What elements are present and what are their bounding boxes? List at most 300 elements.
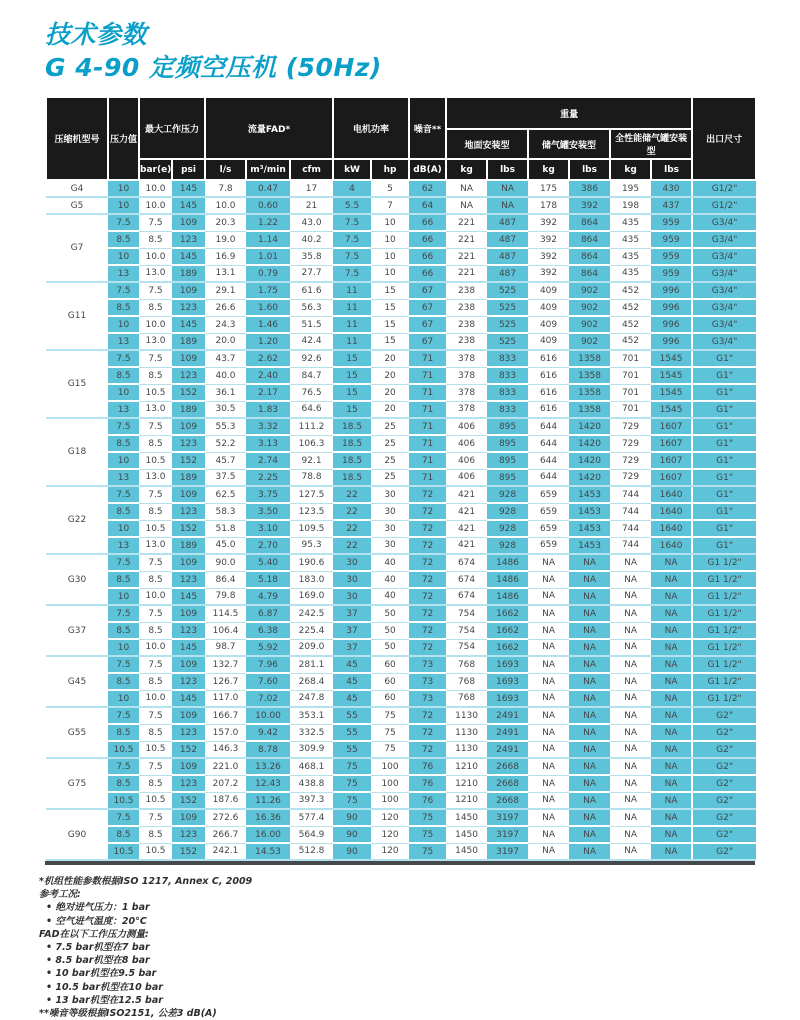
spec-cell: 20 (371, 367, 409, 384)
footnote-noise: **噪音等级根据ISO2151, 公差3 dB(A) (39, 1008, 217, 1020)
spec-cell: 132.7 (205, 656, 246, 673)
spec-cell: 76 (409, 775, 446, 792)
spec-cell: 1545 (651, 350, 692, 367)
table-row (46, 401, 756, 418)
spec-cell: 10 (108, 520, 139, 537)
footnote-inlet-pressure: • 绝对进气压力：1 bar (46, 902, 150, 914)
spec-cell: 430 (651, 180, 692, 197)
spec-cell: 1420 (569, 452, 610, 469)
spec-cell: 72 (409, 707, 446, 724)
spec-cell: NA (569, 741, 610, 758)
table-row (46, 758, 756, 775)
spec-cell: 189 (172, 537, 205, 554)
spec-cell: 72 (409, 724, 446, 741)
header-weight-tank-mounted: 储气罐安装型 (528, 129, 610, 159)
spec-cell: 7.5 (139, 809, 172, 826)
spec-cell: 58.3 (205, 503, 246, 520)
spec-cell: 895 (487, 452, 528, 469)
spec-cell: 123 (172, 775, 205, 792)
spec-cell: 701 (610, 350, 651, 367)
table-body (46, 180, 756, 860)
spec-cell: 1486 (487, 554, 528, 571)
spec-cell: 14.53 (246, 843, 290, 860)
spec-cell: 378 (446, 367, 487, 384)
model-cell: G37 (46, 605, 108, 656)
spec-cell: G1" (692, 537, 756, 554)
spec-cell: 242.1 (205, 843, 246, 860)
spec-cell: 12.43 (246, 775, 290, 792)
spec-cell: NA (528, 656, 569, 673)
spec-cell: G3/4" (692, 299, 756, 316)
spec-cell: 189 (172, 333, 205, 350)
spec-cell: 183.0 (290, 571, 333, 588)
spec-cell: 833 (487, 367, 528, 384)
spec-cell: 902 (569, 282, 610, 299)
spec-cell: 86.4 (205, 571, 246, 588)
spec-cell: G2" (692, 741, 756, 758)
table-row (46, 418, 756, 435)
spec-cell: 123 (172, 673, 205, 690)
spec-cell: 75 (371, 724, 409, 741)
spec-cell: 10.5 (108, 741, 139, 758)
unit-lbs-floor: lbs (487, 159, 528, 180)
spec-cell: NA (528, 809, 569, 826)
spec-cell: 187.6 (205, 792, 246, 809)
spec-cell: 8.5 (108, 503, 139, 520)
spec-cell: 309.9 (290, 741, 333, 758)
footnote-10-5bar: • 10.5 bar机型在10 bar (46, 981, 163, 993)
spec-cell: 435 (610, 214, 651, 231)
spec-cell: 7.5 (333, 248, 371, 265)
spec-cell: 564.9 (290, 826, 333, 843)
spec-cell: 45 (333, 673, 371, 690)
spec-cell: NA (528, 690, 569, 707)
spec-cell: 1453 (569, 520, 610, 537)
spec-cell: 729 (610, 418, 651, 435)
spec-cell: 109 (172, 656, 205, 673)
spec-cell: 35.8 (290, 248, 333, 265)
spec-cell: 20 (371, 350, 409, 367)
header-model: 压缩机型号 (46, 97, 108, 180)
spec-cell: 959 (651, 231, 692, 248)
spec-cell: 126.7 (205, 673, 246, 690)
spec-cell: 75 (409, 826, 446, 843)
spec-cell: 71 (409, 401, 446, 418)
spec-cell: 7.5 (139, 554, 172, 571)
spec-cell: 72 (409, 520, 446, 537)
spec-cell: 272.6 (205, 809, 246, 826)
spec-cell: 729 (610, 452, 651, 469)
spec-cell: NA (610, 588, 651, 605)
spec-cell: 109 (172, 809, 205, 826)
spec-cell: NA (569, 622, 610, 639)
spec-cell: 11.26 (246, 792, 290, 809)
spec-cell: 487 (487, 231, 528, 248)
spec-cell: NA (610, 758, 651, 775)
model-cell: G22 (46, 486, 108, 554)
spec-cell: 3.50 (246, 503, 290, 520)
spec-cell: 833 (487, 401, 528, 418)
spec-cell: 29.1 (205, 282, 246, 299)
spec-cell: NA (569, 673, 610, 690)
spec-cell: 72 (409, 503, 446, 520)
spec-cell: 406 (446, 452, 487, 469)
table-row (46, 452, 756, 469)
spec-cell: NA (528, 605, 569, 622)
spec-cell: 40.2 (290, 231, 333, 248)
spec-cell: 36.1 (205, 384, 246, 401)
spec-cell: 2.74 (246, 452, 290, 469)
spec-cell: 386 (569, 180, 610, 197)
spec-cell: 1545 (651, 401, 692, 418)
spec-cell: 8.5 (139, 367, 172, 384)
spec-cell: 1453 (569, 537, 610, 554)
spec-cell: 109 (172, 758, 205, 775)
spec-cell: 928 (487, 486, 528, 503)
spec-cell: 15 (371, 333, 409, 350)
model-cell: G90 (46, 809, 108, 860)
spec-cell: 72 (409, 554, 446, 571)
spec-cell: 145 (172, 248, 205, 265)
spec-cell: 435 (610, 231, 651, 248)
spec-cell: 71 (409, 367, 446, 384)
spec-cell: 64.6 (290, 401, 333, 418)
spec-cell: 56.3 (290, 299, 333, 316)
spec-cell: NA (487, 197, 528, 214)
spec-cell: 72 (409, 571, 446, 588)
spec-cell: 8.5 (108, 571, 139, 588)
footnote-ref-conditions: 参考工况: (39, 889, 81, 901)
spec-cell: 5 (371, 180, 409, 197)
spec-cell: 768 (446, 673, 487, 690)
spec-cell: 10.5 (139, 843, 172, 860)
spec-cell: NA (569, 690, 610, 707)
spec-cell: 1607 (651, 418, 692, 435)
spec-cell: 7.5 (139, 707, 172, 724)
spec-cell: 7.96 (246, 656, 290, 673)
spec-cell: 238 (446, 316, 487, 333)
spec-cell: NA (651, 588, 692, 605)
page-title (45, 18, 755, 84)
spec-cell: 1420 (569, 469, 610, 486)
spec-cell: 30 (333, 554, 371, 571)
spec-cell: NA (651, 690, 692, 707)
header-fad: 流量FAD* (205, 97, 333, 159)
table-row (46, 724, 756, 741)
table-row (46, 537, 756, 554)
spec-cell: 109 (172, 554, 205, 571)
spec-cell: 8.5 (139, 435, 172, 452)
spec-cell: 659 (528, 503, 569, 520)
spec-cell: NA (528, 639, 569, 656)
spec-cell: NA (487, 180, 528, 197)
spec-cell: 0.79 (246, 265, 290, 282)
spec-cell: 2491 (487, 707, 528, 724)
spec-cell: 392 (528, 214, 569, 231)
spec-cell: 75 (371, 741, 409, 758)
spec-cell: NA (651, 758, 692, 775)
spec-cell: 1545 (651, 384, 692, 401)
spec-cell: 1210 (446, 792, 487, 809)
spec-cell: 7.5 (139, 214, 172, 231)
spec-cell: NA (651, 707, 692, 724)
spec-cell: 71 (409, 435, 446, 452)
spec-cell: 902 (569, 333, 610, 350)
spec-cell: G1" (692, 469, 756, 486)
spec-cell: NA (569, 554, 610, 571)
spec-cell: 833 (487, 384, 528, 401)
spec-cell: 996 (651, 333, 692, 350)
spec-cell: 7 (371, 197, 409, 214)
spec-cell: NA (610, 639, 651, 656)
spec-cell: 64 (409, 197, 446, 214)
spec-cell: 75 (409, 843, 446, 860)
spec-cell: 6.87 (246, 605, 290, 622)
spec-cell: 72 (409, 622, 446, 639)
header-weight-floor-mounted: 地面安装型 (446, 129, 528, 159)
spec-cell: 79.8 (205, 588, 246, 605)
spec-cell: 644 (528, 435, 569, 452)
table-row (46, 486, 756, 503)
unit-psi: psi (172, 159, 205, 180)
spec-cell: 37 (333, 605, 371, 622)
spec-cell: 10 (108, 197, 139, 214)
spec-cell: 51.8 (205, 520, 246, 537)
spec-cell: G3/4" (692, 333, 756, 350)
spec-cell: 378 (446, 350, 487, 367)
spec-cell: NA (528, 571, 569, 588)
spec-cell: 13 (108, 469, 139, 486)
spec-cell: 30 (333, 588, 371, 605)
spec-cell: 24.3 (205, 316, 246, 333)
table-row (46, 231, 756, 248)
spec-cell: 674 (446, 554, 487, 571)
spec-cell: 1450 (446, 809, 487, 826)
spec-cell: G1 1/2" (692, 571, 756, 588)
spec-cell: 75 (333, 792, 371, 809)
spec-cell: NA (610, 775, 651, 792)
spec-cell: 8.5 (139, 622, 172, 639)
spec-cell: 959 (651, 248, 692, 265)
spec-cell: 1210 (446, 758, 487, 775)
spec-cell: 90 (333, 826, 371, 843)
spec-cell: 45 (333, 656, 371, 673)
spec-cell: 452 (610, 282, 651, 299)
spec-cell: G2" (692, 792, 756, 809)
table-row (46, 435, 756, 452)
table-row (46, 656, 756, 673)
spec-cell: 225.4 (290, 622, 333, 639)
model-cell: G45 (46, 656, 108, 707)
spec-cell: 0.47 (246, 180, 290, 197)
spec-cell: 895 (487, 435, 528, 452)
spec-cell: 109 (172, 707, 205, 724)
spec-cell: 701 (610, 401, 651, 418)
spec-cell: 864 (569, 265, 610, 282)
spec-cell: G3/4" (692, 214, 756, 231)
spec-cell: 13.0 (139, 401, 172, 418)
spec-cell: 8.5 (139, 299, 172, 316)
spec-cell: 152 (172, 741, 205, 758)
spec-cell: 487 (487, 214, 528, 231)
table-row (46, 265, 756, 282)
spec-cell: 10.0 (205, 197, 246, 214)
spec-cell: 60 (371, 673, 409, 690)
footnotes (39, 875, 755, 1020)
spec-cell: 7.5 (139, 418, 172, 435)
table-row (46, 554, 756, 571)
spec-cell: 98.7 (205, 639, 246, 656)
spec-cell: 195 (610, 180, 651, 197)
header-noise: 噪音** (409, 97, 446, 159)
spec-cell: 1640 (651, 520, 692, 537)
spec-cell: 5.5 (333, 197, 371, 214)
spec-cell: 833 (487, 350, 528, 367)
spec-cell: 1.75 (246, 282, 290, 299)
model-cell: G4 (46, 180, 108, 197)
spec-cell: 152 (172, 843, 205, 860)
spec-cell: 27.7 (290, 265, 333, 282)
spec-cell: 10 (108, 384, 139, 401)
spec-cell: G1" (692, 401, 756, 418)
table-row (46, 214, 756, 231)
spec-cell: 146.3 (205, 741, 246, 758)
spec-cell: 1693 (487, 690, 528, 707)
spec-cell: 8.5 (139, 775, 172, 792)
spec-cell: 452 (610, 333, 651, 350)
spec-cell: G2" (692, 724, 756, 741)
table-row (46, 469, 756, 486)
spec-cell: 616 (528, 350, 569, 367)
spec-cell: 67 (409, 333, 446, 350)
spec-cell: 2491 (487, 741, 528, 758)
spec-cell: 3197 (487, 843, 528, 860)
spec-cell: 7.5 (108, 214, 139, 231)
spec-cell: 8.5 (139, 571, 172, 588)
spec-cell: 20 (371, 401, 409, 418)
spec-cell: 2.70 (246, 537, 290, 554)
spec-cell: 1693 (487, 673, 528, 690)
spec-cell: 21 (290, 197, 333, 214)
spec-cell: G1 1/2" (692, 639, 756, 656)
spec-cell: G1/2" (692, 180, 756, 197)
spec-cell: 701 (610, 384, 651, 401)
header-outlet-size: 出口尺寸 (692, 97, 756, 180)
spec-cell: 10 (371, 265, 409, 282)
spec-cell: 1662 (487, 622, 528, 639)
spec-cell: 1640 (651, 503, 692, 520)
spec-cell: NA (610, 826, 651, 843)
spec-cell: 1.60 (246, 299, 290, 316)
spec-cell: 1358 (569, 401, 610, 418)
spec-cell: 55 (333, 707, 371, 724)
spec-cell: 109 (172, 486, 205, 503)
spec-cell: 729 (610, 435, 651, 452)
spec-cell: 7.5 (108, 605, 139, 622)
spec-cell: G1 1/2" (692, 588, 756, 605)
model-cell: G11 (46, 282, 108, 350)
spec-cell: NA (569, 758, 610, 775)
spec-cell: 71 (409, 350, 446, 367)
spec-cell: NA (446, 180, 487, 197)
spec-cell: 2668 (487, 758, 528, 775)
spec-cell: 512.8 (290, 843, 333, 860)
spec-cell: 7.5 (333, 231, 371, 248)
spec-cell: 7.5 (108, 656, 139, 673)
spec-cell: 78.8 (290, 469, 333, 486)
spec-cell: 659 (528, 537, 569, 554)
unit-kg-full: kg (610, 159, 651, 180)
spec-cell: 10 (371, 214, 409, 231)
footnote-10bar: • 10 bar机型在9.5 bar (46, 968, 157, 980)
spec-cell: 452 (610, 316, 651, 333)
spec-cell: NA (569, 809, 610, 826)
spec-cell: G2" (692, 707, 756, 724)
spec-cell: 15 (371, 282, 409, 299)
spec-cell: 221 (446, 214, 487, 231)
spec-cell: NA (528, 758, 569, 775)
spec-cell: 13 (108, 265, 139, 282)
spec-cell: 10 (108, 316, 139, 333)
spec-cell: 221 (446, 248, 487, 265)
table-header (46, 97, 756, 180)
spec-cell: NA (569, 639, 610, 656)
spec-cell: 392 (528, 265, 569, 282)
spec-cell: 100 (371, 775, 409, 792)
spec-cell: 178 (528, 197, 569, 214)
spec-cell: 4 (333, 180, 371, 197)
spec-cell: 30 (371, 486, 409, 503)
spec-cell: NA (651, 809, 692, 826)
table-row (46, 248, 756, 265)
spec-cell: 72 (409, 486, 446, 503)
spec-cell: 10 (108, 639, 139, 656)
spec-cell: 768 (446, 656, 487, 673)
spec-cell: 409 (528, 282, 569, 299)
spec-cell: NA (610, 741, 651, 758)
spec-cell: 25 (371, 435, 409, 452)
spec-cell: 15 (333, 401, 371, 418)
spec-cell: G1" (692, 486, 756, 503)
spec-cell: 19.0 (205, 231, 246, 248)
spec-cell: 8.5 (139, 673, 172, 690)
spec-cell: 744 (610, 486, 651, 503)
spec-cell: NA (569, 826, 610, 843)
spec-cell: 1420 (569, 418, 610, 435)
spec-cell: 123 (172, 367, 205, 384)
spec-cell: 8.5 (108, 673, 139, 690)
table-row (46, 180, 756, 197)
spec-cell: 1450 (446, 843, 487, 860)
spec-cell: NA (651, 792, 692, 809)
spec-cell: NA (610, 843, 651, 860)
spec-cell: 66 (409, 231, 446, 248)
spec-cell: NA (651, 554, 692, 571)
spec-cell: NA (528, 588, 569, 605)
unit-kg-floor: kg (446, 159, 487, 180)
spec-cell: G3/4" (692, 316, 756, 333)
spec-cell: 409 (528, 299, 569, 316)
spec-cell: 166.7 (205, 707, 246, 724)
spec-cell: 40 (371, 588, 409, 605)
spec-cell: 7.5 (108, 707, 139, 724)
spec-cell: 152 (172, 792, 205, 809)
spec-cell: 55 (333, 741, 371, 758)
spec-table (45, 96, 757, 861)
spec-cell: 7.5 (108, 350, 139, 367)
spec-cell: 902 (569, 316, 610, 333)
spec-cell: 189 (172, 401, 205, 418)
